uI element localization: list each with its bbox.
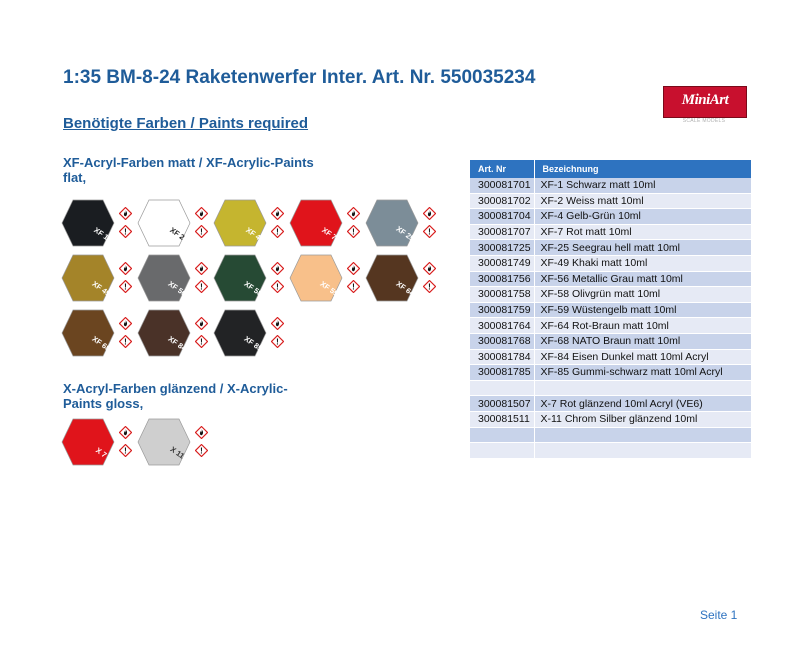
page-number: Seite 1 — [700, 608, 738, 622]
table-row — [470, 318, 751, 334]
paint-swatch — [137, 253, 213, 303]
paint-code-label: XF 68 — [90, 334, 113, 354]
description-cell: X-11 Chrom Silber glänzend 10ml — [534, 411, 751, 427]
article-number-cell: 300081768 — [470, 333, 534, 349]
svg-text:!: ! — [352, 227, 355, 237]
article-number-cell: 300081759 — [470, 302, 534, 318]
logo-text: MiniArt — [681, 92, 729, 108]
paint-swatch — [213, 308, 289, 358]
article-number-cell — [470, 443, 534, 459]
table-row — [470, 411, 751, 427]
article-number-cell: 300081701 — [470, 178, 534, 193]
paint-swatch — [61, 198, 137, 248]
paint-code-label: XF 25 — [394, 224, 417, 244]
paint-code-label: XF 1 — [92, 225, 111, 242]
article-number-cell — [470, 380, 534, 396]
flat-paints-heading — [63, 155, 314, 185]
table-row — [470, 443, 751, 459]
description-cell — [534, 380, 751, 396]
paint-swatch — [61, 417, 137, 467]
svg-text:!: ! — [200, 337, 203, 347]
svg-text:!: ! — [200, 227, 203, 237]
article-number-cell: 300081764 — [470, 318, 534, 334]
svg-text:!: ! — [124, 446, 127, 456]
paint-swatch — [213, 253, 289, 303]
table-row — [470, 193, 751, 209]
article-number-cell: 300081704 — [470, 209, 534, 225]
description-cell: XF-85 Gummi-schwarz matt 10ml Acryl — [534, 365, 751, 381]
paint-color-chip — [62, 419, 114, 465]
table-row — [470, 178, 751, 193]
table-row — [470, 209, 751, 225]
description-cell: XF-4 Gelb-Grün 10ml — [534, 209, 751, 225]
col-header-article: Art. Nr — [470, 160, 534, 178]
logo-tagline: SCALE MODELS — [682, 118, 726, 124]
flat-heading-line1: XF-Acryl-Farben matt / XF-Acrylic-Paints — [63, 155, 314, 170]
miniart-logo — [663, 86, 747, 118]
paint-code-label: XF 2 — [168, 225, 187, 242]
svg-text:!: ! — [200, 446, 203, 456]
description-cell: XF-58 Olivgrün matt 10ml — [534, 287, 751, 303]
article-number-cell: 300081785 — [470, 365, 534, 381]
description-cell: XF-59 Wüstengelb matt 10ml — [534, 302, 751, 318]
description-cell — [534, 427, 751, 443]
article-number-cell: 300081725 — [470, 240, 534, 256]
paint-code-label: XF 7 — [320, 225, 339, 242]
svg-text:!: ! — [428, 227, 431, 237]
paints-table — [470, 160, 752, 459]
paint-swatch — [137, 308, 213, 358]
table-row — [470, 255, 751, 271]
flat-heading-line2: flat, — [63, 170, 87, 185]
paint-code-label: XF 59 — [318, 279, 341, 299]
paint-swatch — [137, 198, 213, 248]
svg-text:!: ! — [124, 337, 127, 347]
table-row — [470, 365, 751, 381]
paint-code-label: XF 85 — [242, 334, 265, 354]
table-row — [470, 333, 751, 349]
article-number-cell: 300081507 — [470, 396, 534, 412]
gloss-heading-line2: Paints gloss, — [63, 396, 144, 411]
article-number-cell: 300081756 — [470, 271, 534, 287]
description-cell: X-7 Rot glänzend 10ml Acryl (VE6) — [534, 396, 751, 412]
svg-text:!: ! — [276, 227, 279, 237]
paint-swatch — [61, 308, 137, 358]
table-header-row — [470, 160, 751, 178]
article-number-cell: 300081707 — [470, 224, 534, 240]
svg-text:!: ! — [276, 337, 279, 347]
table-row — [470, 287, 751, 303]
article-number-cell — [470, 427, 534, 443]
svg-text:!: ! — [428, 282, 431, 292]
description-cell: XF-7 Rot matt 10ml — [534, 224, 751, 240]
description-cell: XF-2 Weiss matt 10ml — [534, 193, 751, 209]
paint-code-label: XF 56 — [166, 279, 189, 299]
paint-code-label: X 11 — [168, 444, 187, 461]
paint-swatch — [289, 253, 365, 303]
table-row — [470, 349, 751, 365]
description-cell — [534, 443, 751, 459]
table-row — [470, 396, 751, 412]
paint-code-label: XF 49 — [90, 279, 113, 299]
svg-text:!: ! — [124, 227, 127, 237]
article-number-cell: 300081702 — [470, 193, 534, 209]
table-row — [470, 380, 751, 396]
paint-swatch — [61, 253, 137, 303]
paint-code-label: XF 84 — [166, 334, 189, 354]
table-row — [470, 302, 751, 318]
paint-swatch — [365, 198, 441, 248]
article-number-cell: 300081758 — [470, 287, 534, 303]
col-header-description: Bezeichnung — [534, 160, 751, 178]
svg-text:!: ! — [276, 282, 279, 292]
article-number-cell: 300081511 — [470, 411, 534, 427]
table-row — [470, 427, 751, 443]
paints-required-heading: Benötigte Farben / Paints required — [63, 115, 309, 132]
paint-code-label: X 7 — [94, 445, 109, 460]
gloss-heading-line1: X-Acryl-Farben glänzend / X-Acrylic- — [63, 381, 288, 396]
article-number-cell: 300081749 — [470, 255, 534, 271]
description-cell: XF-68 NATO Braun matt 10ml — [534, 333, 751, 349]
description-cell: XF-84 Eisen Dunkel matt 10ml Acryl — [534, 349, 751, 365]
svg-text:!: ! — [124, 282, 127, 292]
description-cell: XF-1 Schwarz matt 10ml — [534, 178, 751, 193]
paint-code-label: XF 4 — [244, 225, 263, 242]
gloss-paints-heading — [63, 381, 288, 411]
table-row — [470, 224, 751, 240]
description-cell: XF-56 Metallic Grau matt 10ml — [534, 271, 751, 287]
paint-swatch — [365, 253, 441, 303]
svg-text:!: ! — [200, 282, 203, 292]
table-row — [470, 271, 751, 287]
paint-code-label: XF 64 — [394, 279, 417, 299]
description-cell: XF-49 Khaki matt 10ml — [534, 255, 751, 271]
description-cell: XF-25 Seegrau hell matt 10ml — [534, 240, 751, 256]
paint-code-label: XF 58 — [242, 279, 265, 299]
paint-swatch — [137, 417, 213, 467]
article-number-cell: 300081784 — [470, 349, 534, 365]
table-row — [470, 240, 751, 256]
page-title: 1:35 BM-8-24 Raketenwerfer Inter. Art. Nr. 550035234 — [63, 67, 536, 88]
description-cell: XF-64 Rot-Braun matt 10ml — [534, 318, 751, 334]
paint-swatch — [213, 198, 289, 248]
paint-swatch — [289, 198, 365, 248]
svg-text:!: ! — [352, 282, 355, 292]
